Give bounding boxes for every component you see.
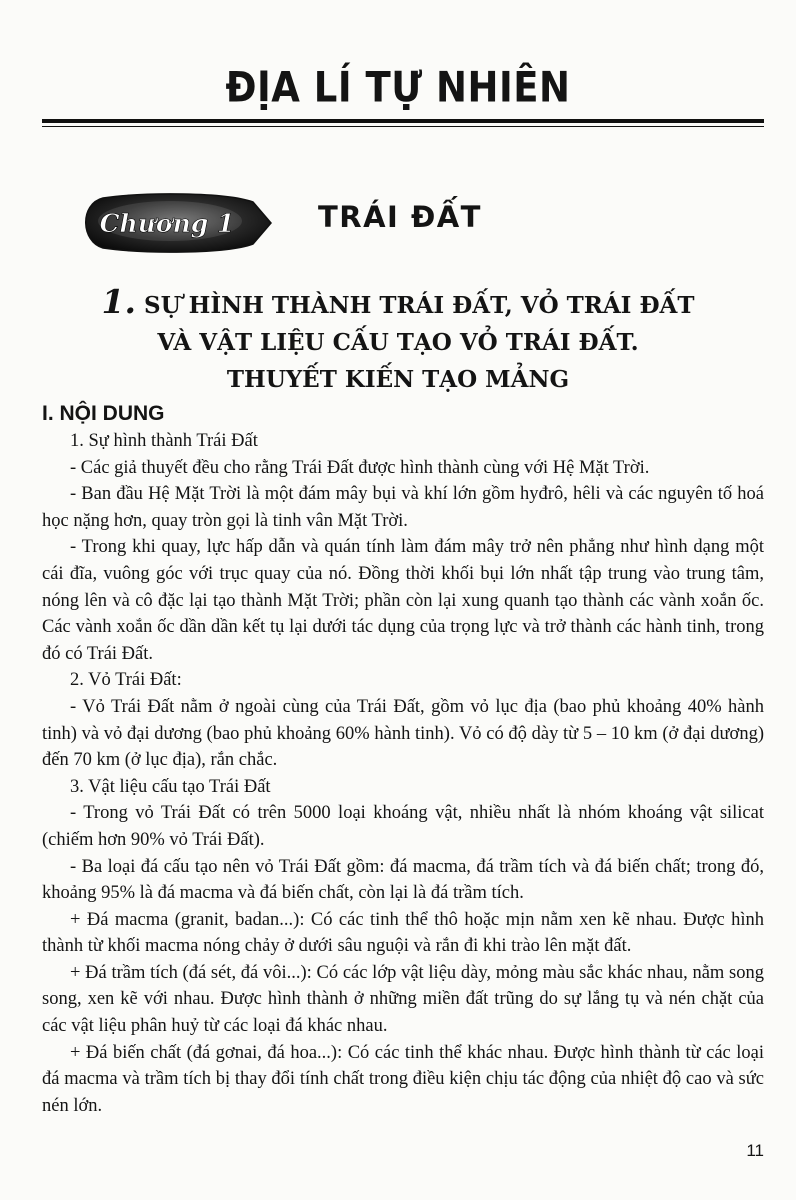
paragraph: + Đá macma (granit, badan...): Có các tinh thể thô hoặc mịn nằm xen kẽ nhau. Được hình thành từ khối macma nóng chảy ở dưới sâu nguội và rắn đi khi trào lên mặt đất. — [42, 909, 764, 957]
paragraph: + Đá biến chất (đá gơnai, đá hoa...): Có các tinh thể khác nhau. Được hình thành từ các loại đá macma và trầm tích bị thay đổi tính chất trong điều kiện chịu tác động của nhiệt độ cao và sức nén lớn. — [42, 1042, 764, 1116]
lesson-title-text-1: SỰ HÌNH THÀNH TRÁI ĐẤT, VỎ TRÁI ĐẤT — [143, 292, 695, 319]
paragraph: - Vỏ Trái Đất nằm ở ngoài cùng của Trái Đất, gồm vỏ lục địa (bao phủ khoảng 40% hành tinh) và vỏ đại dương (bao phủ khoảng 60% hành tinh). Vỏ có độ dày từ 5 – 10 km (ở đại dương) đến 70 km (ở lục địa), rắn chắc. — [42, 696, 764, 771]
page-number: 11 — [746, 1141, 764, 1160]
title-rule-thin — [42, 126, 764, 127]
paragraph: - Trong khi quay, lực hấp dẫn và quán tính làm đám mây trở nên phẳng như hình dạng một cái đĩa, vuông góc với trục quay của nó. Đồng thời khối bụi lớn nhất tập trung vào trung tâm, nóng lên và cô đặc lại tạo thành Mặt Trời; phần còn lại xung quanh tạo thành các vành xoắn ốc. Các vành xoắn ốc dần dần kết tụ lại dưới tác dụng của trọng lực và trở thành các hành tinh, trong đó có Trái Đất. — [42, 537, 764, 664]
subsection-heading-3: 3. Vật liệu cấu tạo Trái Đất — [70, 776, 271, 797]
paragraph: - Trong vỏ Trái Đất có trên 5000 loại khoáng vật, nhiều nhất là nhóm khoáng vật silicat (chiếm hơn 90% vỏ Trái Đất). — [42, 803, 764, 850]
section-heading: I. NỘI DUNG — [42, 402, 165, 425]
chapter-label: Chương 1 — [99, 209, 235, 238]
part-title: ĐỊA LÍ TỰ NHIÊN — [225, 63, 571, 112]
body-text — [42, 428, 764, 1119]
lesson-title-line-1 — [0, 283, 796, 324]
lesson-title-line-2: VÀ VẬT LIỆU CẤU TẠO VỎ TRÁI ĐẤT. — [157, 329, 639, 356]
subsection-heading-2: 2. Vỏ Trái Đất: — [70, 670, 182, 691]
paragraph: - Ba loại đá cấu tạo nên vỏ Trái Đất gồm: đá macma, đá trầm tích và đá biến chất; trong đó, khoảng 95% là đá macma và đá biến chất, còn lại là đá trầm tích. — [42, 856, 764, 904]
paragraph: - Ban đầu Hệ Mặt Trời là một đám mây bụi và khí lớn gồm hyđrô, hêli và các nguyên tố hoá học nặng hơn, quay tròn gọi là tinh vân Mặt Trời. — [42, 484, 764, 531]
lesson-title — [0, 283, 796, 398]
paragraph: - Các giả thuyết đều cho rằng Trái Đất được hình thành cùng với Hệ Mặt Trời. — [70, 457, 650, 478]
subsection-heading-1: 1. Sự hình thành Trái Đất — [70, 431, 258, 451]
title-rule-thick — [42, 119, 764, 123]
paragraph: + Đá trầm tích (đá sét, đá vôi...): Có các lớp vật liệu dày, mỏng màu sắc khác nhau, nằm song song, xen kẽ với nhau. Được hình thành ở những miền đất trũng do sự lắng tụ và nén chặt của các vật liệu phân huỷ từ các loại đá khác nhau. — [42, 962, 764, 1037]
chapter-title: TRÁI ĐẤT — [318, 200, 482, 234]
lesson-number: 1. — [101, 282, 136, 321]
chapter-badge — [75, 190, 275, 256]
lesson-title-line-3: THUYẾT KIẾN TẠO MẢNG — [226, 366, 570, 393]
